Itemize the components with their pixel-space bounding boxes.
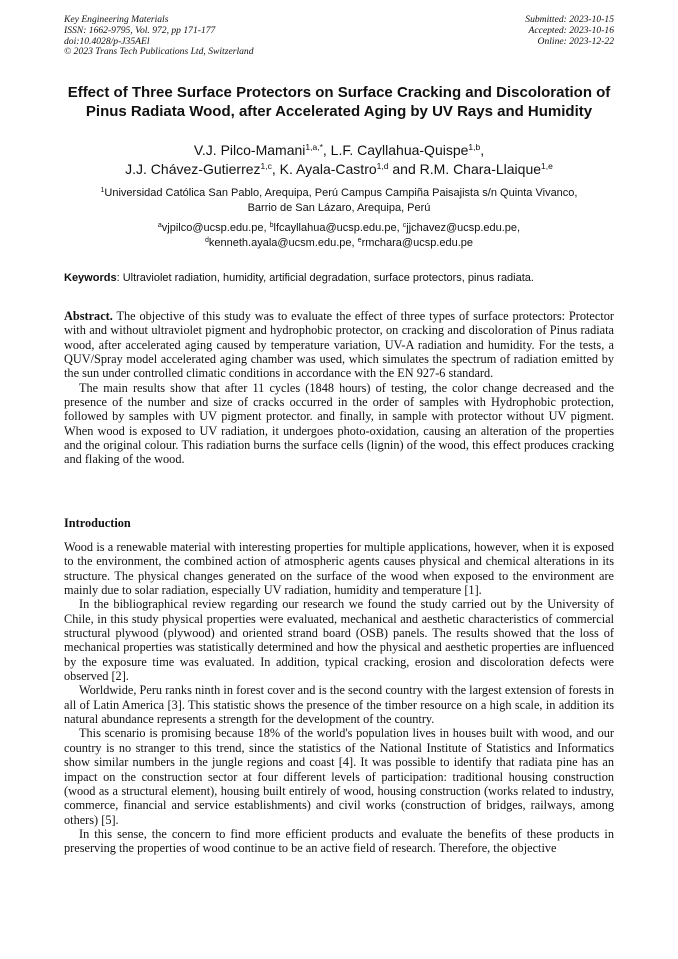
introduction-section xyxy=(64,540,614,856)
author-emails xyxy=(64,221,614,251)
author-sup: 1,a,* xyxy=(305,142,323,152)
affiliation-line: Barrio de San Lázaro, Arequipa, Perú xyxy=(247,202,431,214)
accepted-date: Accepted: 2023-10-16 xyxy=(528,24,614,36)
author-sep: , xyxy=(480,142,485,158)
email-sup: d xyxy=(204,237,209,244)
doi: doi:10.4028/p-J35AEl xyxy=(64,35,150,47)
online-date: Online: 2023-12-22 xyxy=(537,35,614,47)
email-link[interactable]: vjpilco@ucsp.edu.pe, xyxy=(161,222,270,234)
abstract xyxy=(64,309,614,467)
email-link[interactable]: kenneth.ayala@ucsm.edu.pe, xyxy=(208,237,358,249)
abstract-text: The objective of this study was to evaluate the effect of three types of surface protectors: Protector with and without ultraviolet pigment and hydrophobic protector, on cracking and discoloration of Pinus radiata wood, after accelerated aging caused by temperature variation, UV-A radiation and humidity. For the tests, a QUV/Spray model accelerated aging chamber was used, which simulates the spectrum of radiation emitted by the sun under controlled climatic conditions in accordance with the EN 927-6 standard. xyxy=(64,309,614,381)
email-sup: e xyxy=(357,237,362,244)
author-list xyxy=(64,141,614,179)
author-sup: 1,e xyxy=(541,161,553,171)
email-sup: c xyxy=(402,222,407,229)
copyright: © 2023 Trans Tech Publications Ltd, Switzerland xyxy=(64,46,254,58)
author-name: R.M. Chara-Llaique xyxy=(419,161,542,177)
email-link[interactable]: lfcayllahua@ucsp.edu.pe, xyxy=(273,222,403,234)
email-link[interactable]: rmchara@ucsp.edu.pe xyxy=(361,237,474,249)
affiliation-line: Universidad Católica San Pablo, Arequipa, Perú Campus Campiña Paisajista s/n Quinta Vivanco, xyxy=(104,187,578,199)
author-sup: 1,b xyxy=(468,142,481,152)
author-sep: and xyxy=(388,161,420,177)
paper-title: Effect of Three Surface Protectors on Surface Cracking and Discoloration of Pinus Radiata Wood, after Accelerated Aging by UV Rays and Humidity xyxy=(67,84,611,120)
author-sep: , xyxy=(271,161,280,177)
affiliation xyxy=(64,186,614,216)
keywords-label: Keywords xyxy=(64,272,117,284)
abstract-paragraph xyxy=(64,309,614,381)
intro-paragraph: Worldwide, Peru ranks ninth in forest cover and is the second country with the largest extension of forests in all of Latin America [3]. This statistic shows the presence of the timber resource on a high scale, in addition its natural abundance represents a strength for the development of the country. xyxy=(64,683,614,727)
section-heading: Introduction xyxy=(64,516,131,530)
author-name: K. Ayala-Castro xyxy=(279,161,377,177)
intro-paragraph: Wood is a renewable material with interesting properties for multiple applications, however, when it is exposed to the environment, the combined action of atmospheric agents causes physical and chemical alterations in its structure. The physical changes generated on the surface of the wood when exposed to the environment are mainly due to solar radiation, especially UV radiation, humidity and temperature [1]. xyxy=(64,540,614,598)
email-sup: a xyxy=(157,222,162,229)
intro-paragraph: In the bibliographical review regarding our research we found the study carried out by the University of Chile, in this study physical properties were evaluated, mechanical and aesthetic characteristics of commercial structural plywood (plywood) and oriented strand board (OSB) panels. The results showed that the loss of mechanical properties was statistically determined and how the physical and aesthetic properties are influenced by the exposure time was evaluated. In addition, typical cracking, erosion and discoloration defects were observed [2]. xyxy=(64,597,614,684)
keywords-text: : Ultraviolet radiation, humidity, artificial degradation, surface protectors, pinus radiata. xyxy=(116,272,534,284)
keywords xyxy=(64,271,614,285)
author-sep: , xyxy=(322,142,331,158)
journal-info xyxy=(64,15,254,58)
journal-name: Key Engineering Materials xyxy=(64,14,169,25)
email-sup: b xyxy=(269,222,274,229)
intro-paragraph: This scenario is promising because 18% of the world's population lives in houses built with wood, and our country is no stranger to this trend, since the statistics of the National Institute of Statistics and Informatics show similar numbers in the jungle regions and coast [4]. It was possible to identify that radiata pine has an impact on the construction sector at four different levels of participation: traditional housing construction (wood as a structural element), housing built entirely of wood, housing construction (works related to industry, commerce, financial and service establishments) and civil works (construction of bridges, railways, among others) [5]. xyxy=(64,726,614,827)
author-name: J.J. Chávez-Gutierrez xyxy=(125,161,261,177)
submitted-date: Submitted: 2023-10-15 xyxy=(525,14,614,25)
issn: ISSN: 1662-9795, Vol. 972, pp 171-177 xyxy=(64,24,216,36)
abstract-label: Abstract. xyxy=(64,309,113,323)
email-link[interactable]: jjchavez@ucsp.edu.pe, xyxy=(406,222,521,234)
author-sup: 1,c xyxy=(260,161,272,171)
author-name: V.J. Pilco-Mamani xyxy=(193,142,306,158)
dates-info xyxy=(525,15,614,47)
intro-paragraph: In this sense, the concern to find more efficient products and evaluate the benefits of these products in preserving the properties of wood continue to be an active field of research. Therefore, the objective xyxy=(64,826,614,856)
affiliation-sup: 1 xyxy=(100,187,105,194)
abstract-paragraph: The main results show that after 11 cycles (1848 hours) of testing, the color change decreased and the presence of the number and size of cracks occurred in the order of samples with Hydrophobic protection, followed by samples with UV pigment protector. and finally, in sample with protector without UV pigment. When wood is exposed to UV radiation, it undergoes photo-oxidation, causing an alteration of the properties and the original colour. This radiation burns the surface cells (lignin) of the wood, this effect produces cracking and flaking of the wood. xyxy=(64,380,614,467)
author-name: L.F. Cayllahua-Quispe xyxy=(330,142,469,158)
author-sup: 1,d xyxy=(376,161,389,171)
